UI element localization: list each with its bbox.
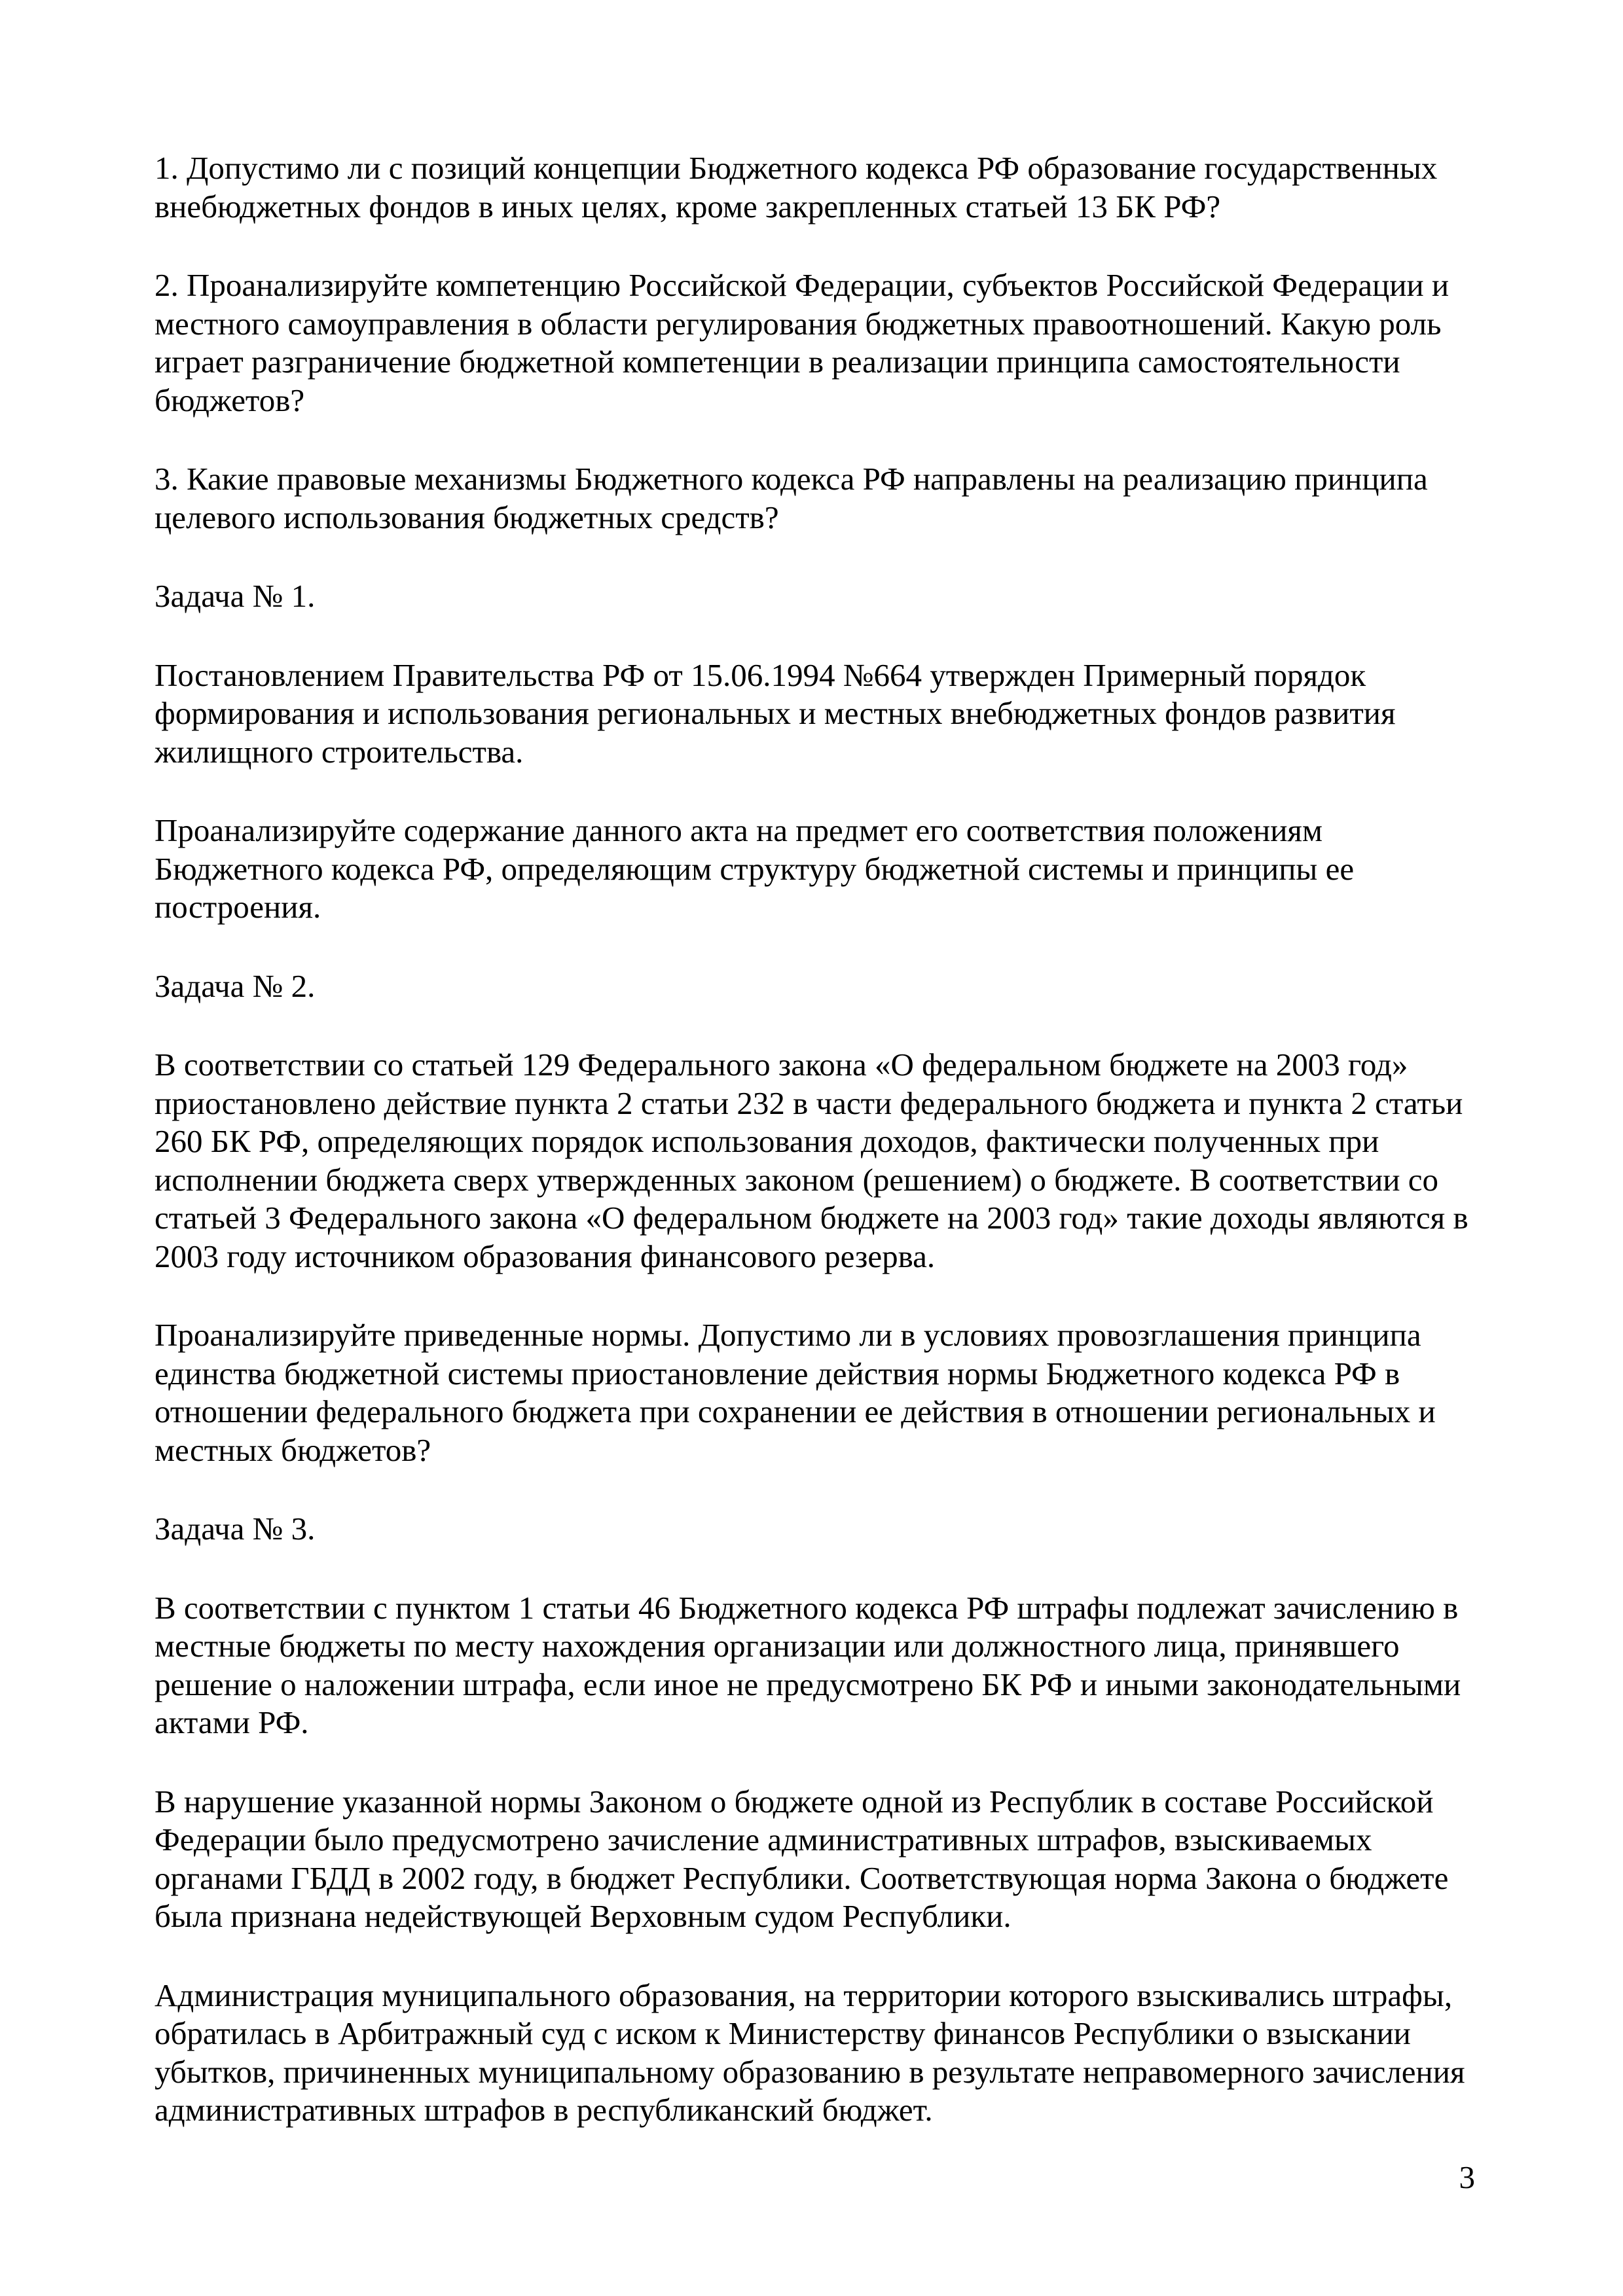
task-2-question: Проанализируйте приведенные нормы. Допустимо ли в условиях провозглашения принципа единства бюджетной системы приостановление действия нормы Бюджетного кодекса РФ в отношении федерального бюджета при сохранении ее действия в отношении региональных и местных бюджетов?: [155, 1317, 1436, 1468]
question-3: 3. Какие правовые механизмы Бюджетного кодекса РФ направлены на реализацию принципа целевого использования бюджетных средств?: [155, 461, 1428, 535]
question-2: 2. Проанализируйте компетенцию Российской Федерации, субъектов Российской Федерации и местного самоуправления в области регулирования бюджетных правоотношений. Какую роль играет разграничение бюджетной компетенции в реализации принципа самостоятельности бюджетов?: [155, 267, 1450, 418]
task-3-claim: Администрация муниципального образования, на территории которого взыскивались штрафы, обратилась в Арбитражный суд с иском к Министерству финансов Республики о взыскании убытков, причиненных муниципальному образованию в результате неправомерного зачисления административных штрафов в республиканский бюджет.: [155, 1977, 1465, 2128]
document-body: [155, 149, 1490, 2170]
task-3-heading: Задача № 3.: [155, 1511, 316, 1547]
task-1-question: Проанализируйте содержание данного акта на предмет его соответствия положениям Бюджетного кодекса РФ, определяющим структуру бюджетной системы и принципы ее построения.: [155, 812, 1355, 925]
question-1: 1. Допустимо ли с позиций концепции Бюджетного кодекса РФ образование государственных внебюджетных фондов в иных целях, кроме закрепленных статьей 13 БК РФ?: [155, 150, 1438, 224]
task-3-violation: В нарушение указанной нормы Законом о бюджете одной из Республик в составе Российской Федерации было предусмотрено зачисление административных штрафов, взыскиваемых органами ГБДД в 2002 году, в бюджет Республики. Соответствующая норма Закона о бюджете была признана недействующей Верховным судом Республики.: [155, 1783, 1449, 1934]
task-1-heading: Задача № 1.: [155, 578, 316, 614]
task-2-heading: Задача № 2.: [155, 967, 316, 1004]
task-2-statement: В соответствии со статьей 129 Федерального закона «О федеральном бюджете на 2003 год» приостановлено действие пункта 2 статьи 232 в части федерального бюджета и пункта 2 статьи 260 БК РФ, определяющих порядок использования доходов, фактически полученных при исполнении бюджета сверх утвержденных законом (решением) о бюджете. В соответствии со статьей 3 Федерального закона «О федеральном бюджете на 2003 год» такие доходы являются в 2003 году источником образования финансового резерва.: [155, 1047, 1468, 1274]
task-3-statement: В соответствии с пунктом 1 статьи 46 Бюджетного кодекса РФ штрафы подлежат зачислению в местные бюджеты по месту нахождения организации или должностного лица, принявшего решение о наложении штрафа, если иное не предусмотрено БК РФ и иными законодательными актами РФ.: [155, 1589, 1461, 1740]
page-number: 3: [1459, 2159, 1475, 2195]
task-1-statement: Постановлением Правительства РФ от 15.06.1994 №664 утвержден Примерный порядок формирования и использования региональных и местных внебюджетных фондов развития жилищного строительства.: [155, 656, 1396, 770]
